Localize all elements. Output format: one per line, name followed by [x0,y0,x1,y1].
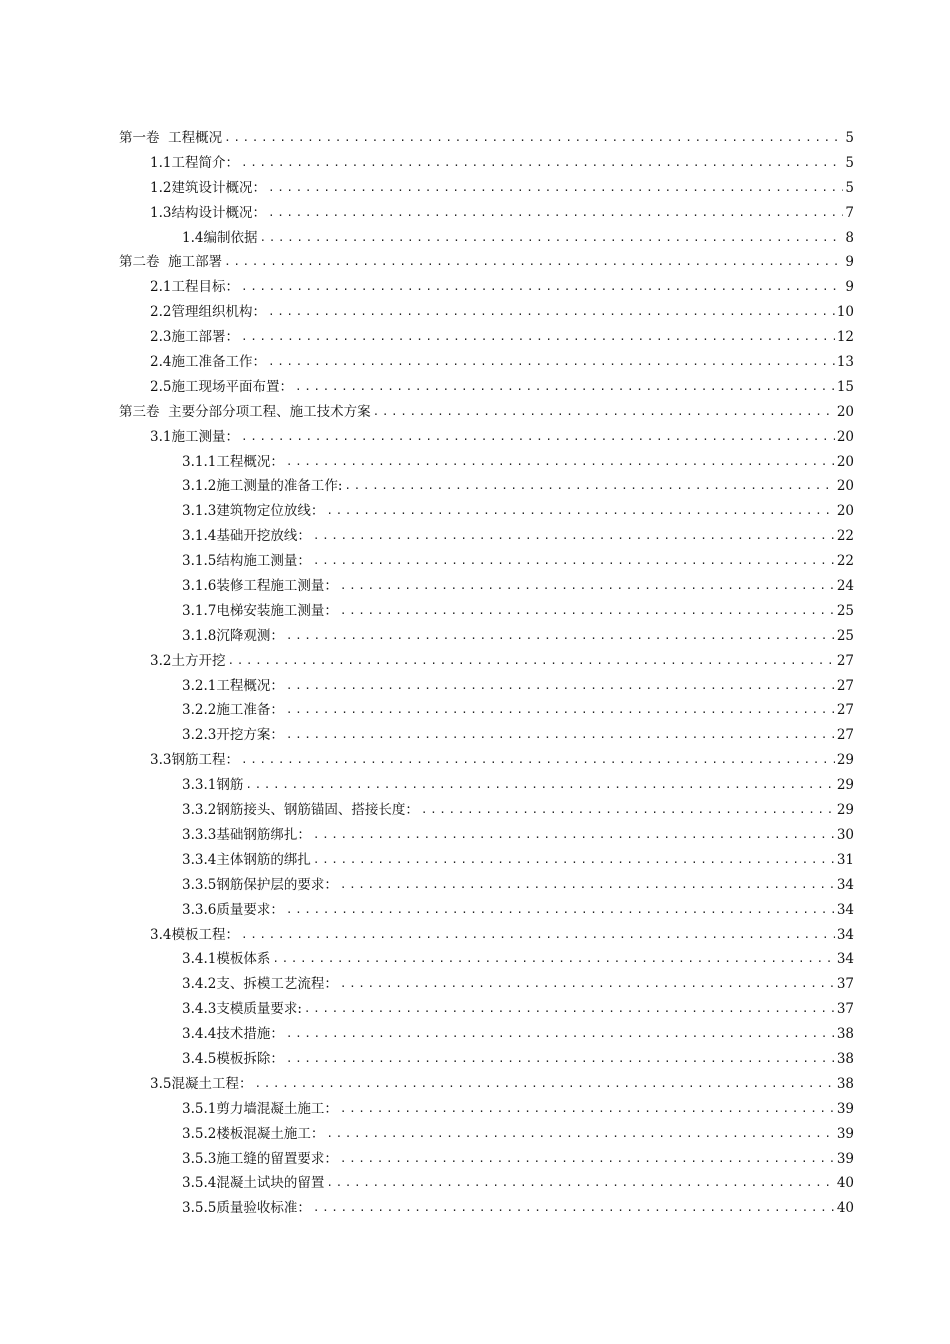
toc-entry-label: 3.5.2楼板混凝土施工： [182,1125,325,1142]
toc-dot-leader [340,1097,835,1122]
toc-entry-label: 3.2土方开挖 [150,652,226,669]
toc-subsection-entry[interactable] [0,1147,950,1172]
toc-dot-leader [286,698,835,723]
toc-dot-leader [241,325,835,350]
toc-dot-leader [241,151,843,176]
toc-entry-label: 3.4.4技术措施： [182,1026,284,1043]
toc-entry-label: 2.4施工准备工作： [150,354,266,371]
toc-dot-leader [340,873,835,898]
toc-subsection-entry[interactable] [0,1022,950,1047]
toc-subsection-entry[interactable] [0,823,950,848]
toc-page-number: 34 [836,876,854,893]
toc-dot-leader [313,524,835,549]
table-of-contents [0,126,950,1221]
toc-entry-label: 3.1.6装修工程施工测量： [182,578,338,595]
toc-page-number: 38 [836,1050,854,1067]
toc-subsection-entry[interactable] [0,798,950,823]
toc-subsection-entry[interactable] [0,873,950,898]
toc-page-number: 5 [845,179,854,196]
toc-section-entry[interactable] [0,275,950,300]
toc-entry-label: 3.3.5钢筋保护层的要求： [182,876,338,893]
toc-page-number: 27 [836,652,854,669]
toc-dot-leader [340,599,835,624]
toc-subsection-entry[interactable] [0,698,950,723]
toc-dot-leader [268,350,835,375]
toc-subsection-entry[interactable] [0,723,950,748]
toc-subsection-entry[interactable] [0,1171,950,1196]
toc-dot-leader [268,300,835,325]
toc-page-number: 38 [836,1026,854,1043]
toc-entry-label: 3.4.3支模质量要求: [182,1001,302,1018]
toc-page-number: 25 [836,602,854,619]
toc-page-number: 27 [836,677,854,694]
toc-subsection-entry[interactable] [0,524,950,549]
toc-entry-label: 3.2.2施工准备： [182,702,284,719]
toc-page-number: 39 [836,1150,854,1167]
toc-entry-label: 2.3施工部署： [150,329,239,346]
toc-entry-label: 3.3.6质量要求： [182,901,284,918]
toc-section-entry[interactable] [0,649,950,674]
toc-page-number: 29 [836,752,854,769]
toc-entry-label: 3.2.3开挖方案： [182,727,284,744]
toc-volume-entry[interactable] [0,400,950,425]
toc-entry-label: 3.4.1模板体系 [182,951,271,968]
toc-entry-label: 3.3.2钢筋接头、钢筋锚固、搭接长度： [182,802,419,819]
toc-page-number: 34 [836,951,854,968]
toc-entry-label: 1.2建筑设计概况： [150,179,266,196]
toc-dot-leader [326,499,834,524]
toc-dot-leader [313,1196,835,1221]
toc-entry-label: 3.3.1钢筋 [182,777,244,794]
toc-dot-leader [286,674,835,699]
toc-dot-leader [340,1147,835,1172]
toc-subsection-entry[interactable] [0,848,950,873]
toc-entry-label: 3.1.5结构施工测量： [182,553,311,570]
toc-dot-leader [241,748,835,773]
toc-entry-label: 3.1.3建筑物定位放线： [182,503,325,520]
toc-page-number: 40 [836,1200,854,1217]
toc-section-entry[interactable] [0,176,950,201]
toc-section-entry[interactable] [0,1072,950,1097]
toc-entry-label: 3.3.4主体钢筋的绑扎 [182,851,311,868]
toc-entry-label: 3.5.1剪力墙混凝土施工： [182,1100,338,1117]
toc-entry-label: 3.5混凝土工程： [150,1075,253,1092]
toc-section-entry[interactable] [0,375,950,400]
toc-section-entry[interactable] [0,425,950,450]
toc-page-number: 22 [836,553,854,570]
toc-section-entry[interactable] [0,748,950,773]
toc-page-number: 13 [836,354,854,371]
toc-subsection-entry[interactable] [0,599,950,624]
toc-entry-label: 3.2.1工程概况： [182,677,284,694]
toc-section-entry[interactable] [0,300,950,325]
toc-page-number: 10 [836,304,854,321]
toc-section-entry[interactable] [0,201,950,226]
toc-entry-label: 3.1施工测量： [150,428,239,445]
toc-page-number: 20 [836,503,854,520]
toc-page-number: 37 [836,976,854,993]
toc-subsection-entry[interactable] [0,549,950,574]
toc-subsection-entry[interactable] [0,1097,950,1122]
toc-page-number: 12 [836,329,854,346]
toc-subsection-entry[interactable] [0,624,950,649]
toc-entry-label: 3.3钢筋工程： [150,752,239,769]
toc-dot-leader [286,1022,835,1047]
toc-dot-leader [241,923,835,948]
toc-dot-leader [254,1072,834,1097]
toc-entry-label: 3.1.1工程概况： [182,453,284,470]
toc-entry-label: 3.5.4混凝土试块的留置 [182,1175,325,1192]
toc-dot-leader [259,226,843,251]
toc-entry-label: 3.3.3基础钢筋绑扎： [182,826,311,843]
toc-subsection-entry[interactable] [0,1047,950,1072]
toc-subsection-entry[interactable] [0,450,950,475]
toc-page-number: 9 [845,279,854,296]
toc-page-number: 15 [836,378,854,395]
toc-entry-label: 第三卷 主要分部分项工程、施工技术方案 [119,403,371,420]
toc-entry-label: 2.1工程目标： [150,279,239,296]
toc-subsection-entry[interactable] [0,574,950,599]
toc-entry-label: 3.1.8沉降观测： [182,627,284,644]
toc-page-number: 31 [836,851,854,868]
toc-dot-leader [295,375,835,400]
toc-dot-leader [313,848,835,873]
toc-dot-leader [326,1122,834,1147]
toc-page-number: 8 [845,229,854,246]
toc-page-number: 34 [836,901,854,918]
toc-section-entry[interactable] [0,151,950,176]
toc-entry-label: 3.5.3施工缝的留置要求： [182,1150,338,1167]
toc-dot-leader [286,624,835,649]
toc-subsection-entry[interactable] [0,499,950,524]
toc-page-number: 29 [836,777,854,794]
toc-subsection-entry[interactable] [0,1196,950,1221]
toc-dot-leader [241,275,843,300]
toc-section-entry[interactable] [0,923,950,948]
toc-dot-leader [286,1047,835,1072]
toc-dot-leader [245,773,834,798]
toc-dot-leader [224,250,843,275]
toc-dot-leader [340,574,835,599]
toc-page-number: 9 [845,254,854,271]
toc-dot-leader [340,972,835,997]
toc-dot-leader [241,425,835,450]
toc-volume-entry[interactable] [0,250,950,275]
toc-entry-label: 3.1.4基础开挖放线： [182,528,311,545]
toc-entry-label: 2.2管理组织机构： [150,304,266,321]
toc-entry-label: 第二卷 施工部署 [119,254,223,271]
toc-page-number: 39 [836,1100,854,1117]
toc-section-entry[interactable] [0,350,950,375]
toc-page-number: 29 [836,802,854,819]
toc-entry-label: 3.1.7电梯安装施工测量： [182,602,338,619]
toc-dot-leader [326,1171,834,1196]
toc-dot-leader [286,898,835,923]
toc-dot-leader [286,450,835,475]
toc-dot-leader [227,649,834,674]
toc-subsection-entry[interactable] [0,972,950,997]
toc-page-number: 20 [836,478,854,495]
toc-page-number: 5 [845,154,854,171]
toc-entry-label: 3.1.2施工测量的准备工作: [182,478,343,495]
toc-dot-leader [268,201,843,226]
toc-dot-leader [344,474,834,499]
toc-subsection-entry[interactable] [0,674,950,699]
toc-subsection-entry[interactable] [0,997,950,1022]
toc-entry-label: 第一卷 工程概况 [119,130,223,146]
toc-entry-label: 3.5.5质量验收标准： [182,1200,311,1217]
toc-entry-label: 3.4.5模板拆除： [182,1050,284,1067]
toc-page-number: 5 [845,130,854,146]
toc-entry-label: 1.3结构设计概况： [150,204,266,221]
toc-dot-leader [272,947,834,972]
toc-dot-leader [313,823,835,848]
toc-subsection-entry[interactable] [0,773,950,798]
toc-page-number: 40 [836,1175,854,1192]
toc-page-number: 38 [836,1075,854,1092]
toc-section-entry[interactable] [0,226,950,251]
toc-dot-leader [286,723,835,748]
toc-subsection-entry[interactable] [0,1122,950,1147]
toc-page-number: 39 [836,1125,854,1142]
toc-section-entry[interactable] [0,325,950,350]
toc-entry-label: 2.5施工现场平面布置： [150,378,293,395]
toc-volume-entry[interactable] [0,126,950,151]
toc-dot-leader [268,176,843,201]
toc-page-number: 37 [836,1001,854,1018]
toc-page-number: 22 [836,528,854,545]
toc-dot-leader [421,798,835,823]
toc-entry-label: 1.1工程简介： [150,154,239,171]
toc-page-number: 24 [836,578,854,595]
toc-subsection-entry[interactable] [0,474,950,499]
toc-page-number: 20 [836,428,854,445]
toc-entry-label: 3.4.2支、拆模工艺流程： [182,976,338,993]
toc-page-number: 20 [836,403,854,420]
toc-page-number: 30 [836,826,854,843]
toc-dot-leader [373,400,835,425]
toc-entry-label: 1.4编制依据 [182,229,258,246]
toc-dot-leader [313,549,835,574]
toc-page-number: 27 [836,727,854,744]
toc-page-number: 27 [836,702,854,719]
toc-dot-leader [304,997,835,1022]
toc-subsection-entry[interactable] [0,947,950,972]
toc-page-number: 20 [836,453,854,470]
toc-page-number: 25 [836,627,854,644]
toc-subsection-entry[interactable] [0,898,950,923]
toc-dot-leader [224,126,843,151]
toc-page-number: 34 [836,926,854,943]
toc-entry-label: 3.4模板工程： [150,926,239,943]
toc-page-number: 7 [845,204,854,221]
